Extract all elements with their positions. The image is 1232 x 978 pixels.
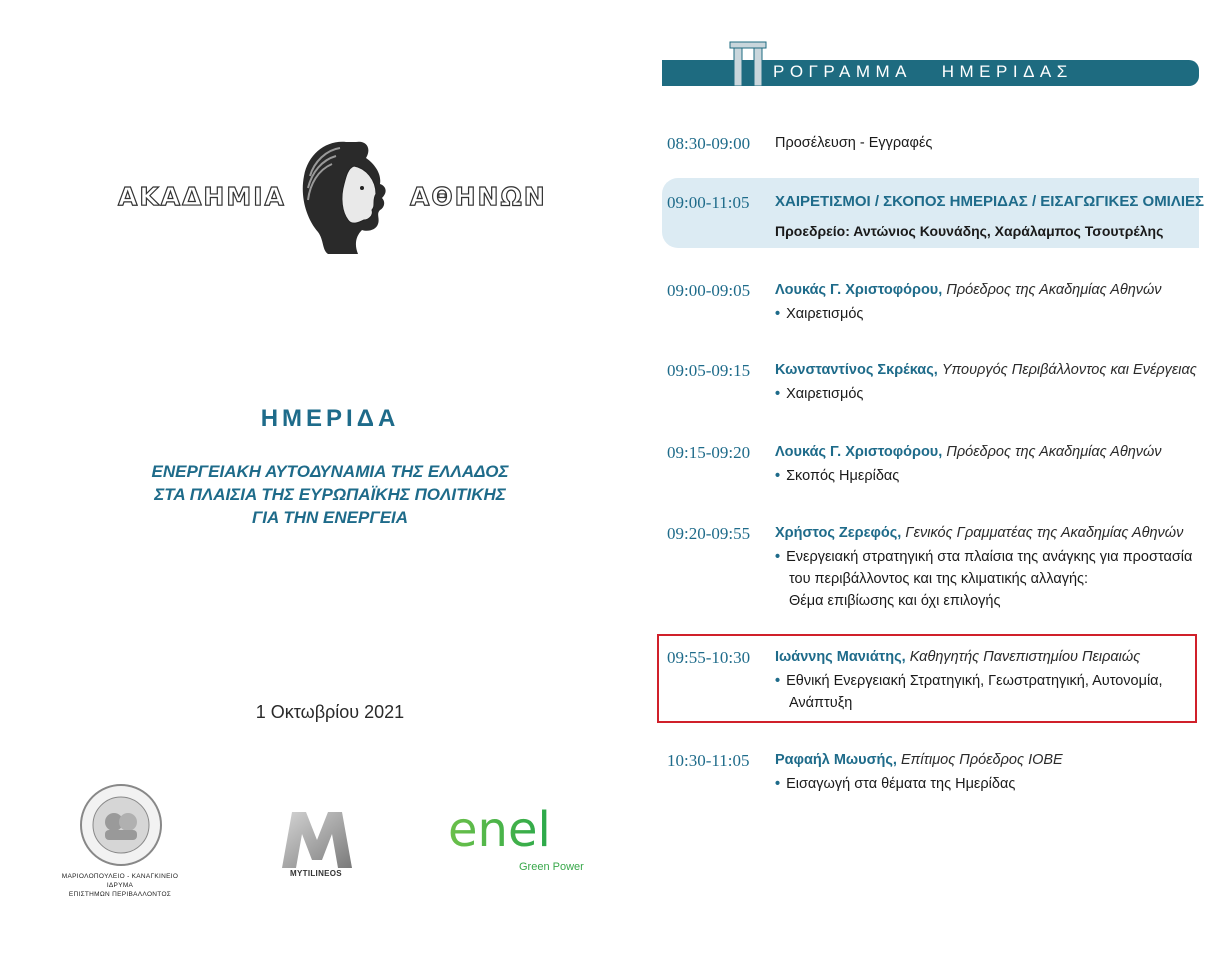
bullet-text: Εθνική Ενεργειακή Στρατηγική, Γεωστρατηγική, Αυτονομία, xyxy=(786,673,1163,689)
welcome-title: ΧΑΙΡΕΤΙΣΜΟΙ / ΣΚΟΠΟΣ ΗΜΕΡΙΔΑΣ / ΕΙΣΑΓΩΓΙΚΕΣ ΟΜΙΛΙΕΣ xyxy=(775,193,1205,210)
speaker-name: Χρήστος Ζερεφός, xyxy=(775,525,902,541)
bullet-continuation: του περιβάλλοντος και της κλιματικής αλλαγής: xyxy=(789,571,1089,587)
bullet-text: Σκοπός Ημερίδας xyxy=(786,468,900,484)
event-subtitle xyxy=(0,460,660,529)
enel-logo-icon xyxy=(446,800,596,858)
row-speaker-line xyxy=(775,525,1183,541)
bullet-text: Χαιρετισμός xyxy=(786,306,864,322)
bullet-item: • Σκοπός Ημερίδας xyxy=(775,468,900,484)
row-speaker-line xyxy=(775,444,1162,460)
foundation-logo-text xyxy=(50,872,190,899)
row-time: 08:30-09:00 xyxy=(667,134,751,153)
foundation-seal-icon xyxy=(78,782,164,868)
row-time: 09:20-09:55 xyxy=(667,524,751,543)
bullet-text: Εισαγωγή στα θέματα της Ημερίδας xyxy=(786,776,1016,792)
speaker-role: Γενικός Γραμματέας της Ακαδημίας Αθηνών xyxy=(905,525,1184,541)
mytilineos-logo-text: MYTILINEOS xyxy=(290,869,342,878)
speaker-name: Ιωάννης Μανιάτης, xyxy=(775,649,906,665)
enel-green-power-text: Green Power xyxy=(519,861,584,873)
mytilineos-logo-icon xyxy=(278,810,356,868)
row-time: 09:00-09:05 xyxy=(667,281,751,300)
bullet-item: • Ενεργειακή στρατηγική στα πλαίσια της ανάγκης για προστασία του περιβάλλοντος και της κλιματικής αλλαγής: Θέμα επιβίωσης και όχι επιλογής xyxy=(775,546,1192,612)
event-date: 1 Οκτωβρίου 2021 xyxy=(255,702,405,722)
speaker-name: Κωνσταντίνος Σκρέκας, xyxy=(775,362,938,378)
event-type-title: ΗΜΕΡΙΔΑ xyxy=(260,405,400,432)
speaker-role: Υπουργός Περιβάλλοντος και Ενέργειας xyxy=(941,362,1197,378)
speaker-role: Πρόεδρος της Ακαδημίας Αθηνών xyxy=(946,444,1162,460)
row-time: 09:00-11:05 xyxy=(667,193,750,212)
speaker-name: Ραφαήλ Μωυσής, xyxy=(775,752,897,768)
bullet-item: • Εισαγωγή στα θέματα της Ημερίδας xyxy=(775,776,1016,792)
subtitle-line: ΕΝΕΡΓΕΙΑΚΗ ΑΥΤΟΔΥΝΑΜΙΑ ΤΗΣ ΕΛΛΑΔΟΣ xyxy=(151,462,509,481)
program-pi-initial-icon xyxy=(728,40,768,86)
row-time: 10:30-11:05 xyxy=(667,751,750,770)
speaker-role: Καθηγητής Πανεπιστημίου Πειραιώς xyxy=(909,649,1141,665)
foundation-line: ΜΑΡΙΟΛΟΠΟΥΛΕΙΟ - ΚΑΝΑΓΚΙΝΕΙΟ ΙΔΡΥΜΑ xyxy=(61,873,179,889)
bullet-continuation: Θέμα επιβίωσης και όχι επιλογής xyxy=(789,593,1001,609)
bullet-item: • Χαιρετισμός xyxy=(775,306,864,322)
bullet-continuation: Ανάπτυξη xyxy=(789,695,853,711)
row-text: Προσέλευση - Εγγραφές xyxy=(775,135,933,151)
bullet-text: Ενεργειακή στρατηγική στα πλαίσια της ανάγκης για προστασία xyxy=(786,549,1193,565)
welcome-chair: Προεδρείο: Αντώνιος Κουνάδης, Χαράλαμπος Τσουτρέλης xyxy=(775,223,1164,239)
row-speaker-line xyxy=(775,649,1140,665)
foundation-line: ΕΠΙΣΤΗΜΩΝ ΠΕΡΙΒΑΛΛΟΝΤΟΣ xyxy=(68,891,172,898)
program-title: ΡΟΓΡΑΜΜΑ ΗΜΕΡΙΔΑΣ xyxy=(773,62,1073,81)
academy-name-right: ΑΘΗΝΩΝ xyxy=(410,182,547,211)
program-page xyxy=(640,0,1232,978)
row-speaker-line xyxy=(775,752,1063,768)
speaker-role: Επίτιμος Πρόεδρος ΙΟΒΕ xyxy=(900,752,1063,768)
row-speaker-line xyxy=(775,362,1197,378)
row-time: 09:15-09:20 xyxy=(667,443,751,462)
row-time: 09:05-09:15 xyxy=(667,361,751,380)
speaker-name: Λουκάς Γ. Χριστοφόρου, xyxy=(775,282,943,298)
row-speaker-line xyxy=(775,282,1162,298)
subtitle-line: ΓΙΑ ΤΗΝ ΕΝΕΡΓΕΙΑ xyxy=(251,508,409,527)
academy-name-left: ΑΚΑΔΗΜΙΑ xyxy=(118,182,286,211)
speaker-name: Λουκάς Γ. Χριστοφόρου, xyxy=(775,444,943,460)
bullet-text: Χαιρετισμός xyxy=(786,386,864,402)
svg-text:enel: enel xyxy=(448,802,551,858)
row-time: 09:55-10:30 xyxy=(667,648,751,667)
bullet-item: • Εθνική Ενεργειακή Στρατηγική, Γεωστρατηγική, Αυτονομία, Ανάπτυξη xyxy=(775,670,1163,714)
bullet-item: • Χαιρετισμός xyxy=(775,386,864,402)
subtitle-line: ΣΤΑ ΠΛΑΙΣΙΑ ΤΗΣ ΕΥΡΩΠΑΪΚΗΣ ΠΟΛΙΤΙΚΗΣ xyxy=(154,485,506,504)
athena-head-icon xyxy=(296,136,396,258)
speaker-role: Πρόεδρος της Ακαδημίας Αθηνών xyxy=(946,282,1162,298)
